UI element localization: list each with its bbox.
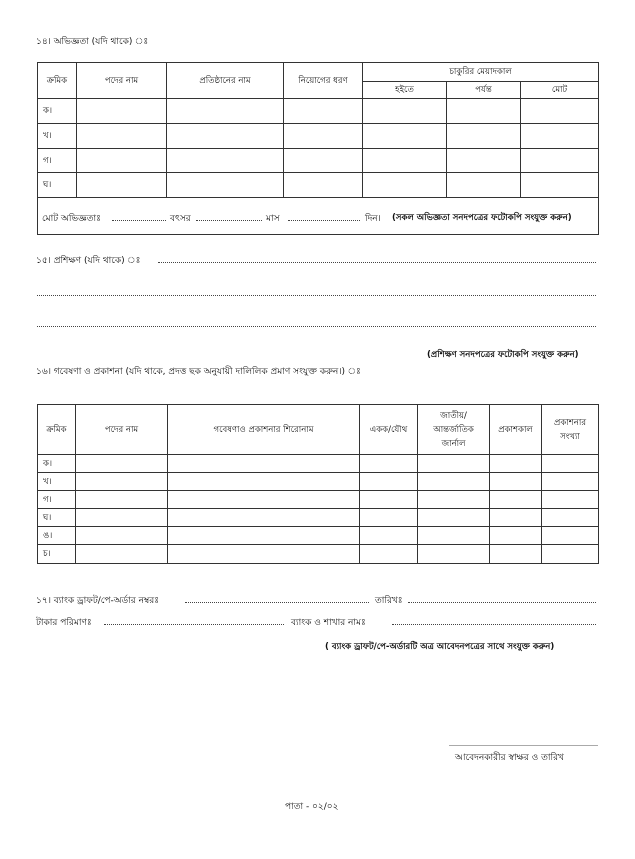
- table-row: [38, 455, 599, 473]
- publication-table: [37, 404, 599, 564]
- bank-branch-field[interactable]: [392, 624, 596, 625]
- date-field[interactable]: [408, 602, 596, 603]
- table-row: [38, 99, 599, 124]
- experience-table: [37, 62, 599, 235]
- col-from: হইতে: [363, 82, 447, 99]
- years-label: বৎসর: [170, 214, 191, 224]
- table-row: [38, 545, 599, 564]
- col-publication-count: [542, 405, 599, 455]
- years-field[interactable]: [112, 220, 166, 221]
- table-row: [38, 124, 599, 149]
- sec14-heading: ১৪। অভিজ্ঞতা (যদি থাকে) ঃ: [36, 37, 149, 47]
- col-count-line-2: সংখ্যা: [560, 431, 580, 442]
- col-count-line-1: প্রকাশনার: [554, 417, 586, 428]
- bank-branch-label: ব্যাংক ও শাখার নামঃ: [291, 618, 366, 628]
- row-serial: ঙ।: [38, 527, 76, 545]
- sec15-heading: ১৫। প্রশিক্ষণ (যদি থাকে) ঃ: [36, 256, 141, 266]
- sec16-heading: ১৬। গবেষণা ও প্রকাশনা (যদি থাকে, প্রদত্ত ছক অনুযায়ী দালিলিক প্রমাণ সংযুক্ত করুন।) ঃ: [36, 367, 361, 377]
- col-journal: [418, 405, 490, 455]
- col-publish-date: প্রকাশকাল: [490, 405, 542, 455]
- col-post-name: পদের নাম: [76, 405, 168, 455]
- signature-label: আবেদনকারীর স্বাক্ষর ও তারিখ: [455, 753, 564, 763]
- amount-field[interactable]: [104, 624, 284, 625]
- col-single-joint: একক/যৌথ: [360, 405, 418, 455]
- table-row: [38, 491, 599, 509]
- row-serial: গ।: [38, 491, 76, 509]
- col-post-name: পদের নাম: [77, 63, 167, 99]
- row-serial: ঘ।: [38, 509, 76, 527]
- col-appointment-type: নিয়োগের ধরণ: [284, 63, 363, 99]
- col-total: মোট: [521, 82, 599, 99]
- row-serial: ক।: [38, 99, 77, 124]
- total-experience-label: মোট অভিজ্ঞতাঃ: [42, 214, 101, 224]
- training-field-line-2[interactable]: [37, 295, 596, 296]
- draft-number-field[interactable]: [185, 602, 369, 603]
- row-serial: চ।: [38, 545, 76, 564]
- page-number: পাতা - ০২/০২: [285, 802, 339, 812]
- days-label: দিন।: [365, 214, 381, 224]
- row-serial: খ।: [38, 473, 76, 491]
- col-serial: ক্রমিক: [38, 63, 77, 99]
- table-row: [38, 173, 599, 198]
- amount-label: টাকার পরিমাণঃ: [36, 618, 92, 628]
- col-publication-title: গবেষণাও প্রকাশনার শিরোনাম: [168, 405, 360, 455]
- signature-line: [449, 745, 598, 746]
- col-organization: প্রতিষ্ঠানের নাম: [167, 63, 284, 99]
- table-row: [38, 473, 599, 491]
- col-serial: ক্রমিক: [38, 405, 76, 455]
- training-field-line-1[interactable]: [158, 262, 596, 263]
- experience-note: (সকল অভিজ্ঞতা সনদপত্রের ফটোকপি সংযুক্ত করুন): [392, 213, 572, 223]
- table-row: [38, 149, 599, 173]
- date-label: তারিখঃ: [375, 596, 403, 606]
- row-serial: খ।: [38, 124, 77, 149]
- bank-draft-note: ( ব্যাংক ড্রাফট/পে-অর্ডারটি অত্র আবেদনপত্রের সাথে সংযুক্ত করুন): [325, 642, 555, 652]
- row-serial: গ।: [38, 149, 77, 173]
- col-journal-line-1: জাতীয়/: [440, 410, 467, 421]
- training-note: (প্রশিক্ষণ সনদপত্রের ফটোকপি সংযুক্ত করুন): [427, 350, 579, 360]
- sec17-heading: ১৭। ব্যাংক ড্রাফট/পে-অর্ডার নম্বরঃ: [36, 596, 160, 606]
- months-field[interactable]: [196, 220, 262, 221]
- days-field[interactable]: [288, 220, 360, 221]
- row-serial: ক।: [38, 455, 76, 473]
- table-row: [38, 509, 599, 527]
- training-field-line-3[interactable]: [37, 326, 596, 327]
- months-label: মাস: [266, 214, 280, 224]
- table-row: [38, 527, 599, 545]
- col-journal-line-2: আন্তর্জাতিক: [433, 424, 474, 435]
- col-to: পর্যন্ত: [447, 82, 521, 99]
- col-journal-line-3: জার্নাল: [441, 438, 466, 449]
- col-service-duration: চাকুরির মেয়াদকাল: [363, 63, 599, 82]
- row-serial: ঘ।: [38, 173, 77, 198]
